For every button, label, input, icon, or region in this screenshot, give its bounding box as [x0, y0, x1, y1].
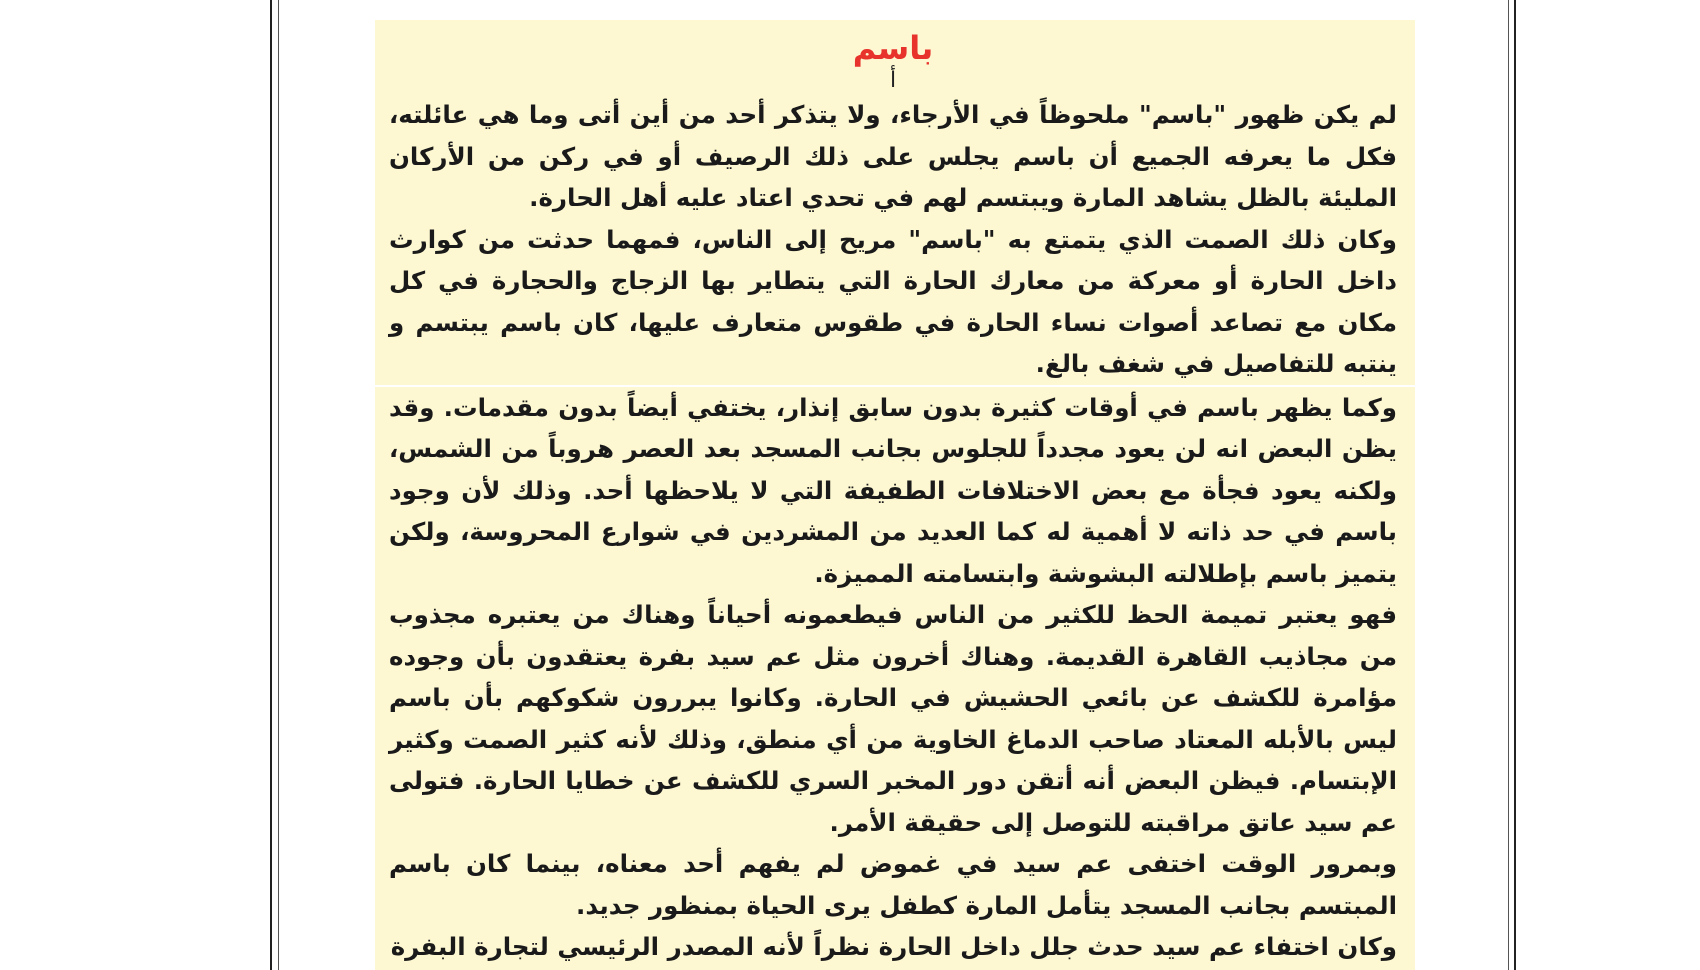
text-marker: أ: [889, 68, 897, 93]
story-title: باسم: [852, 29, 934, 67]
paragraph-4: فهو يعتبر تميمة الحظ للكثير من الناس فيطعمونه أحياناً وهناك من يعتبره مجذوب من مجاذيب القاهرة القديمة. وهناك أخرون مثل عم سيد بفرة يعتقدون بأن وجوده مؤامرة للكشف عن بائعي الحشيش في الحارة. وكانوا يبررون شكوكهم بأن باسم ليس بالأبله المعتاد صاحب الدماغ الخاوية من أي منطق، وذلك لأنه كثير الصمت وكثير الإبتسام. فيظن البعض أنه أتقن دور المخبر السري للكشف عن خطايا الحارة. فتولى عم سيد عاتق مراقبته للتوصل إلى حقيقة الأمر.: [389, 600, 1397, 837]
story-text-box[interactable]: [375, 20, 1415, 970]
paragraph-1: لم يكن ظهور "باسم" ملحوظاً في الأرجاء، ولا يتذكر أحد من أين أتى وما هي عائلته، فكل ما يعرفه الجميع أن باسم يجلس على ذلك الرصيف أو في ركن من الأركان المليئة بالظل يشاهد المارة ويبتسم لهم في تحدي اعتاد عليه أهل الحارة.: [389, 100, 1397, 212]
page-border-right-outer: [1514, 0, 1516, 970]
paragraph-6: وكان اختفاء عم سيد حدث جلل داخل الحارة نظراً لأنه المصدر الرئيسي لتجارة البفرة: [390, 932, 1397, 961]
page-border-left-outer: [270, 0, 272, 970]
page-border-left-inner: [278, 0, 279, 970]
page-border-right-inner: [1508, 0, 1509, 970]
paragraph-2: وكان ذلك الصمت الذي يتمتع به "باسم" مريح إلى الناس، فمهما حدثت من كوارث داخل الحارة أو معركة من معارك الحارة التي يتطاير بها الزجاج والحجارة في كل مكان مع تصاعد أصوات نساء الحارة في طقوس متعارف عليها، كان باسم يبتسم و ينتبه للتفاصيل في شغف بالغ.: [389, 224, 1397, 378]
paragraph-3: وكما يظهر باسم في أوقات كثيرة بدون سابق إنذار، يختفي أيضاً بدون مقدمات. وقد يظن البعض انه لن يعود مجدداً للجلوس بجانب المسجد بعد العصر هروباً من الشمس، ولكنه يعود فجأة مع بعض الاختلافات الطفيفة التي لا يلاحظها أحد. وذلك لأن وجود باسم في حد ذاته لا أهمية له كما العديد من المشردين في شوارع المحروسة، ولكن يتميز باسم بإطلالته البشوشة وابتسامته المميزة.: [389, 392, 1397, 588]
paragraph-5: وبمرور الوقت اختفى عم سيد في غموض لم يفهم أحد معناه، بينما كان باسم المبتسم بجانب المسجد يتأمل المارة كطفل يرى الحياة بمنظور جديد.: [389, 849, 1397, 920]
